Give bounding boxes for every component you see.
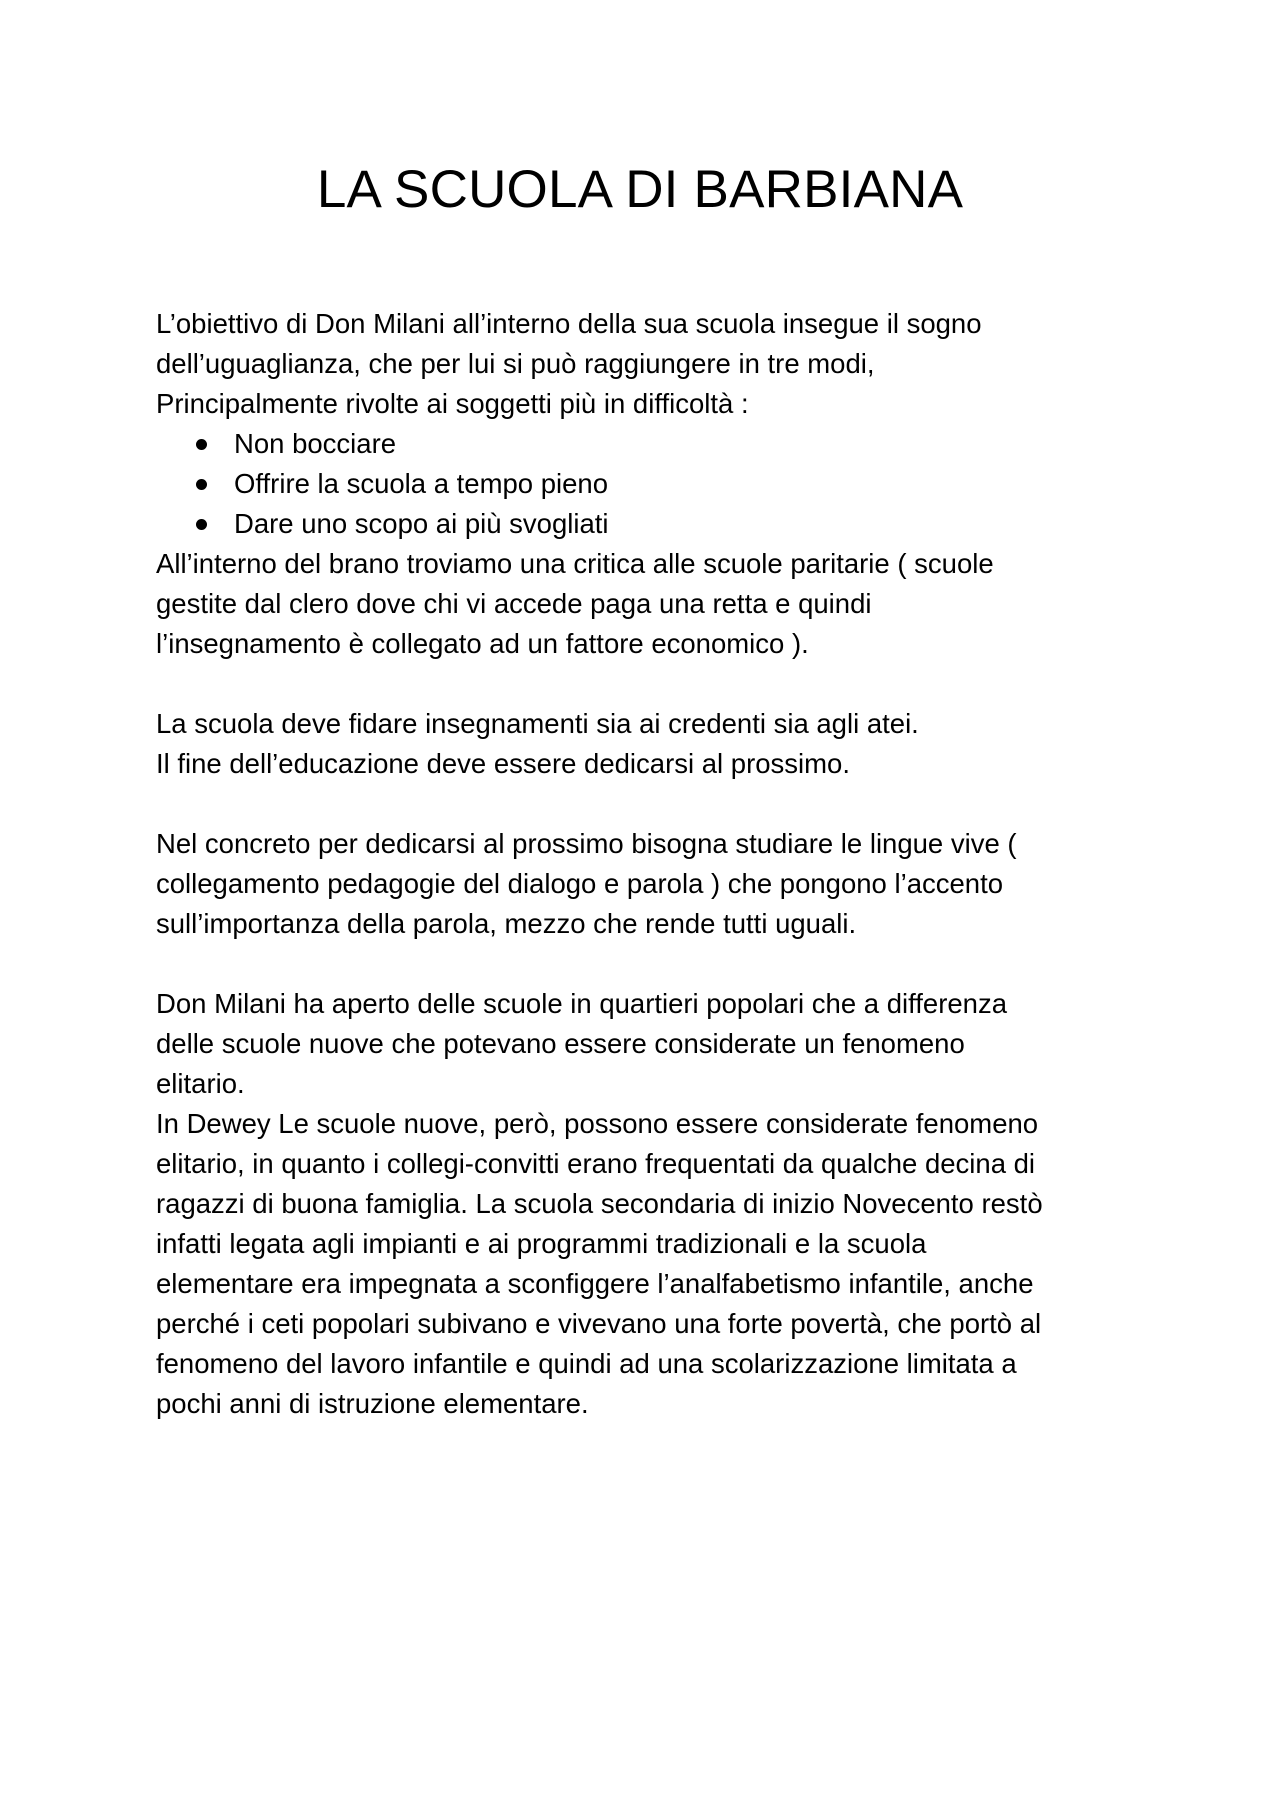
paragraph-spacer — [156, 664, 1156, 704]
paragraph-line: Nel concreto per dedicarsi al prossimo bisogna studiare le lingue vive ( — [156, 828, 1017, 859]
critique-line: gestite dal clero dove chi vi accede paga una retta e quindi — [156, 588, 872, 619]
list-item — [156, 504, 1156, 544]
paragraph-line: perché i ceti popolari subivano e vivevano una forte povertà, che portò al — [156, 1308, 1042, 1339]
paragraph-line: pochi anni di istruzione elementare. — [156, 1388, 589, 1419]
list-item-text: Offrire la scuola a tempo pieno — [234, 468, 609, 499]
document-title: LA SCUOLA DI BARBIANA — [316, 160, 964, 219]
paragraph-line: elementare era impegnata a sconfiggere l’analfabetismo infantile, anche — [156, 1268, 1034, 1299]
list-item — [156, 464, 1156, 504]
paragraph-line: infatti legata agli impianti e ai programmi tradizionali e la scuola — [156, 1228, 927, 1259]
critique-line: All’interno del brano troviamo una critica alle scuole paritarie ( scuole — [156, 548, 994, 579]
paragraph-line: Don Milani ha aperto delle scuole in quartieri popolari che a differenza — [156, 988, 1007, 1019]
intro-line: L’obiettivo di Don Milani all’interno della sua scuola insegue il sogno — [156, 308, 982, 339]
paragraph-line: La scuola deve fidare insegnamenti sia ai credenti sia agli atei. — [156, 708, 919, 739]
paragraph-line: sull’importanza della parola, mezzo che rende tutti uguali. — [156, 908, 857, 939]
document-body — [156, 304, 1156, 1424]
list-item-text: Non bocciare — [234, 428, 397, 459]
paragraph-line: Il fine dell’educazione deve essere dedicarsi al prossimo. — [156, 748, 850, 779]
paragraph-line: In Dewey Le scuole nuove, però, possono essere considerate fenomeno — [156, 1108, 1039, 1139]
paragraph-line: fenomeno del lavoro infantile e quindi ad una scolarizzazione limitata a — [156, 1348, 1017, 1379]
paragraph-line: ragazzi di buona famiglia. La scuola secondaria di inizio Novecento restò — [156, 1188, 1043, 1219]
paragraph-spacer — [156, 784, 1156, 824]
critique-line: l’insegnamento è collegato ad un fattore economico ). — [156, 628, 809, 659]
list-item — [156, 424, 1156, 464]
bullet-icon — [196, 439, 207, 450]
list-item-text: Dare uno scopo ai più svogliati — [234, 508, 609, 539]
intro-line: Principalmente rivolte ai soggetti più in difficoltà : — [156, 388, 749, 419]
intro-line: dell’uguaglianza, che per lui si può raggiungere in tre modi, — [156, 348, 875, 379]
paragraph-line: elitario, in quanto i collegi-convitti erano frequentati da qualche decina di — [156, 1148, 1036, 1179]
paragraph-line: collegamento pedagogie del dialogo e parola ) che pongono l’accento — [156, 868, 1004, 899]
paragraph-line: delle scuole nuove che potevano essere considerate un fenomeno — [156, 1028, 965, 1059]
bullet-icon — [196, 479, 207, 490]
paragraph-line: elitario. — [156, 1068, 245, 1099]
bullet-icon — [196, 519, 207, 530]
paragraph-spacer — [156, 944, 1156, 984]
bullet-list — [156, 424, 1156, 544]
